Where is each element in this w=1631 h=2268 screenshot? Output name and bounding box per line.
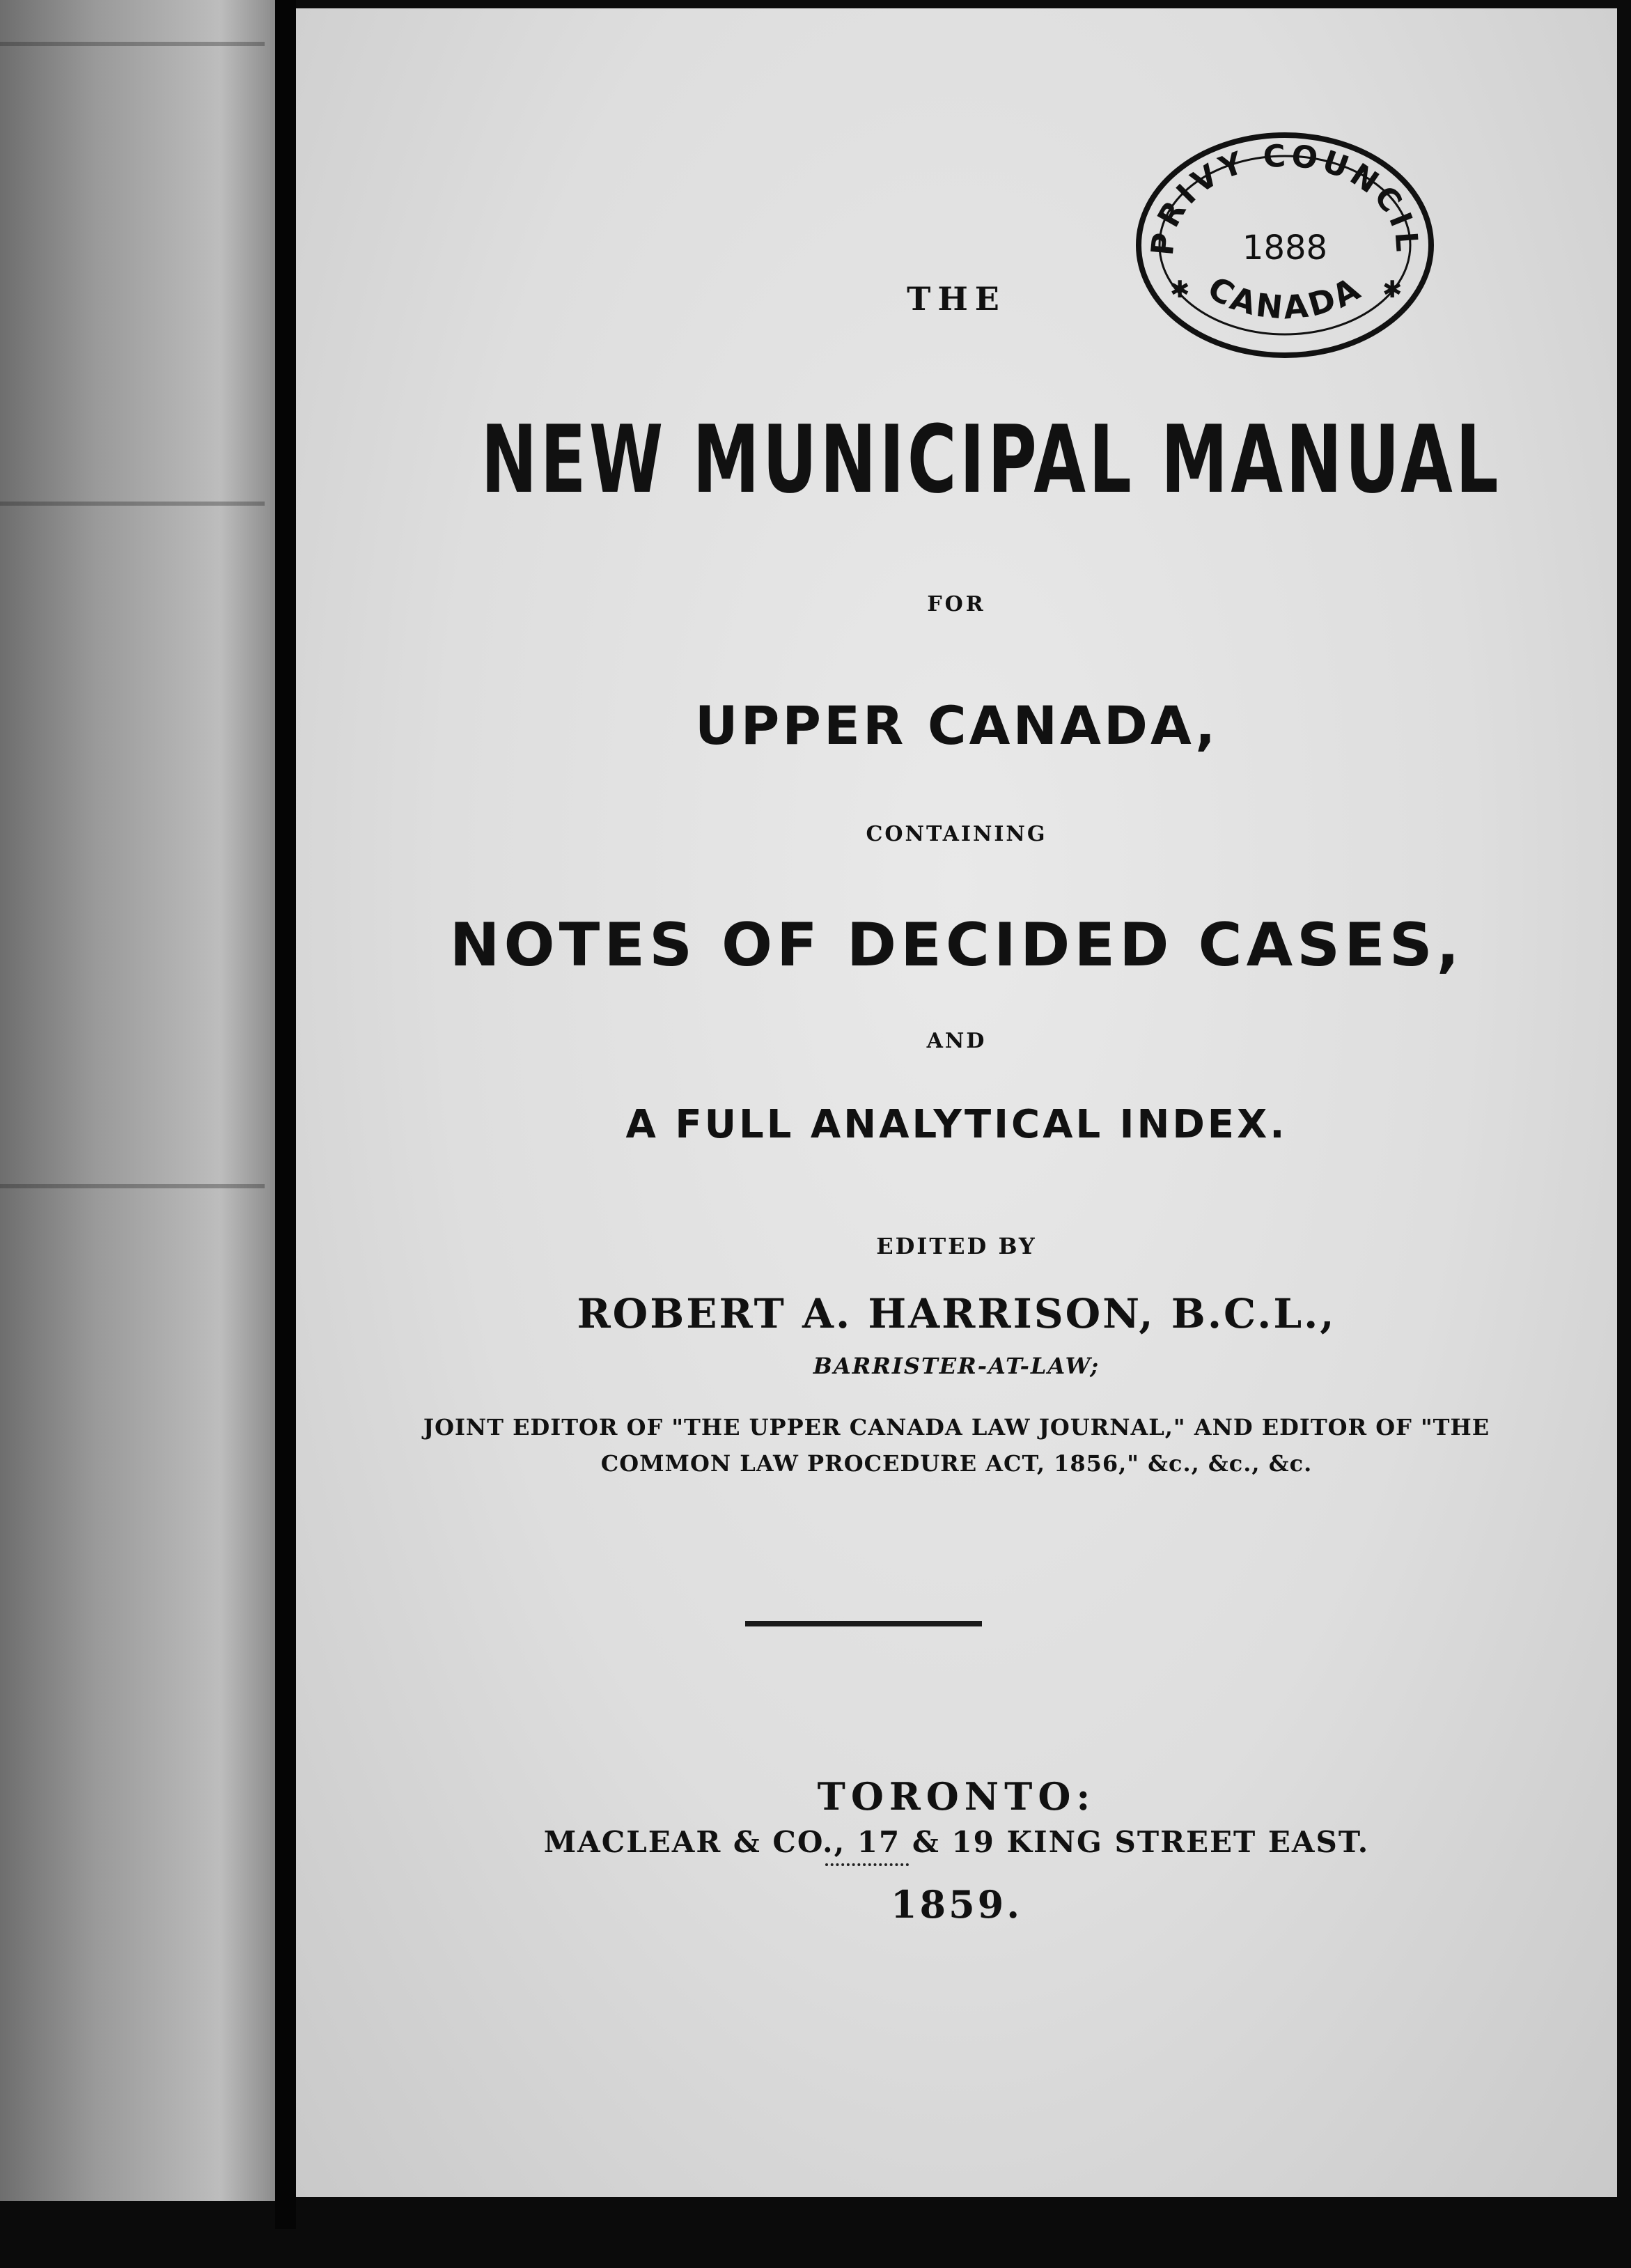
book-gutter bbox=[275, 0, 296, 2229]
stamp-date: 1888 bbox=[1242, 228, 1328, 267]
privy-council-stamp bbox=[1132, 127, 1438, 364]
title-and: AND bbox=[926, 1029, 987, 1053]
title-for: FOR bbox=[927, 592, 986, 616]
stamp-bottom-text: CANADA bbox=[1201, 268, 1368, 327]
stamp-top-text: PRIVY COUNCIL bbox=[1144, 138, 1425, 257]
svg-text:✱: ✱ bbox=[1170, 276, 1190, 304]
title-page bbox=[296, 8, 1617, 2197]
svg-text:✱: ✱ bbox=[1382, 276, 1403, 304]
author-name: ROBERT A. HARRISON, B.C.L., bbox=[577, 1290, 1336, 1337]
publication-year: 1859. bbox=[890, 1882, 1023, 1927]
publisher: MACLEAR & CO., 17 & 19 KING STREET EAST. bbox=[543, 1825, 1370, 1859]
author-title: BARRISTER-AT-LAW; bbox=[813, 1353, 1100, 1379]
facing-page-mark bbox=[0, 1184, 265, 1188]
title-article: THE bbox=[907, 280, 1006, 318]
author-credits-line-2: COMMON LAW PROCEDURE ACT, 1856," &c., &c., &c. bbox=[600, 1450, 1313, 1477]
facing-page bbox=[0, 0, 275, 2201]
main-title: NEW MUNICIPAL MANUAL bbox=[481, 405, 1501, 514]
title-region: UPPER CANADA, bbox=[694, 694, 1219, 756]
edited-by: EDITED BY bbox=[876, 1233, 1037, 1259]
facing-page-mark bbox=[0, 42, 265, 46]
author-credits-line-1: JOINT EDITOR OF "THE UPPER CANADA LAW JOURNAL," AND EDITOR OF "THE bbox=[423, 1414, 1490, 1440]
title-containing: CONTAINING bbox=[866, 822, 1047, 846]
divider-rule bbox=[745, 1621, 982, 1626]
facing-page-mark bbox=[0, 502, 265, 506]
title-notes: NOTES OF DECIDED CASES, bbox=[449, 910, 1464, 980]
title-index: A FULL ANALYTICAL INDEX. bbox=[625, 1102, 1288, 1147]
bleed-through-text bbox=[435, 851, 1605, 882]
publication-city: TORONTO: bbox=[817, 1774, 1096, 1819]
dotted-divider bbox=[825, 1863, 909, 1869]
